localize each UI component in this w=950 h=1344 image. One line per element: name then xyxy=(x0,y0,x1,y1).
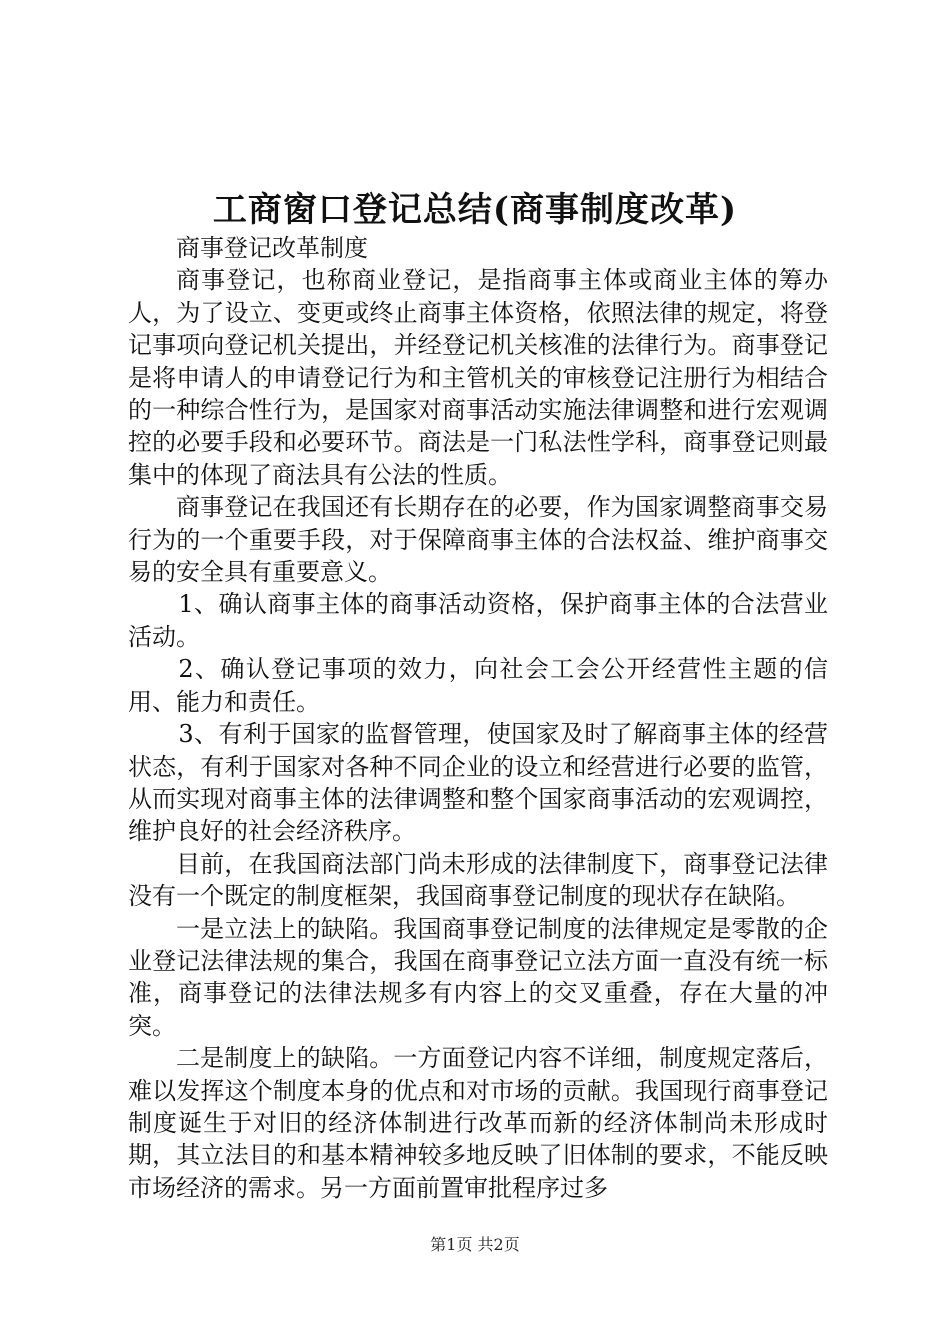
document-body xyxy=(128,232,828,1204)
paragraph: 商事登记，也称商业登记，是指商事主体或商业主体的筹办人，为了设立、变更或终止商事主体资格，依照法律的规定，将登记事项向登记机关提出，并经登记机关核准的法律行为。商事登记是将申请人的申请登记行为和主管机关的审核登记注册行为相结合的一种综合性行为，是国家对商事活动实施法律调整和进行宏观调控的必要手段和必要环节。商法是一门私法性学科，商事登记则最集中的体现了商法具有公法的性质。 xyxy=(128,266,828,489)
paragraph: 目前，在我国商法部门尚未形成的法律制度下，商事登记法律没有一个既定的制度框架，我国商事登记制度的现状存在缺陷。 xyxy=(128,849,828,911)
list-paragraph: 1、确认商事主体的商事活动资格，保护商事主体的合法营业活动。 xyxy=(128,590,828,651)
list-paragraph: 2、确认登记事项的效力，向社会工会公开经营性主题的信用、能力和责任。 xyxy=(128,655,828,716)
paragraph: 二是制度上的缺陷。一方面登记内容不详细，制度规定落后，难以发挥这个制度本身的优点和对市场的贡献。我国现行商事登记制度诞生于对旧的经济体制进行改革而新的经济体制尚未形成时期，其立法目的和基本精神较多地反映了旧体制的要求，不能反映市场经济的需求。另一方面前置审批程序过多 xyxy=(128,1044,828,1202)
list-paragraph: 3、有利于国家的监督管理，使国家及时了解商事主体的经营状态，有利于国家对各种不同企业的设立和经营进行必要的监管，从而实现对商事主体的法律调整和整个国家商事活动的宏观调控，维护良好的社会经济秩序。 xyxy=(128,720,828,846)
page-footer: 第1页 共2页 xyxy=(430,1235,520,1254)
paragraph: 商事登记在我国还有长期存在的必要，作为国家调整商事交易行为的一个重要手段，对于保障商事主体的合法权益、维护商事交易的安全具有重要意义。 xyxy=(128,493,828,587)
document-title: 工商窗口登记总结(商事制度改革) xyxy=(212,190,738,230)
paragraph: 一是立法上的缺陷。我国商事登记制度的法律规定是零散的企业登记法律法规的集合，我国在商事登记立法方面一直没有统一标准，商事登记的法律法规多有内容上的交叉重叠，存在大量的冲突。 xyxy=(128,914,828,1040)
paragraph-heading: 商事登记改革制度 xyxy=(176,234,368,262)
